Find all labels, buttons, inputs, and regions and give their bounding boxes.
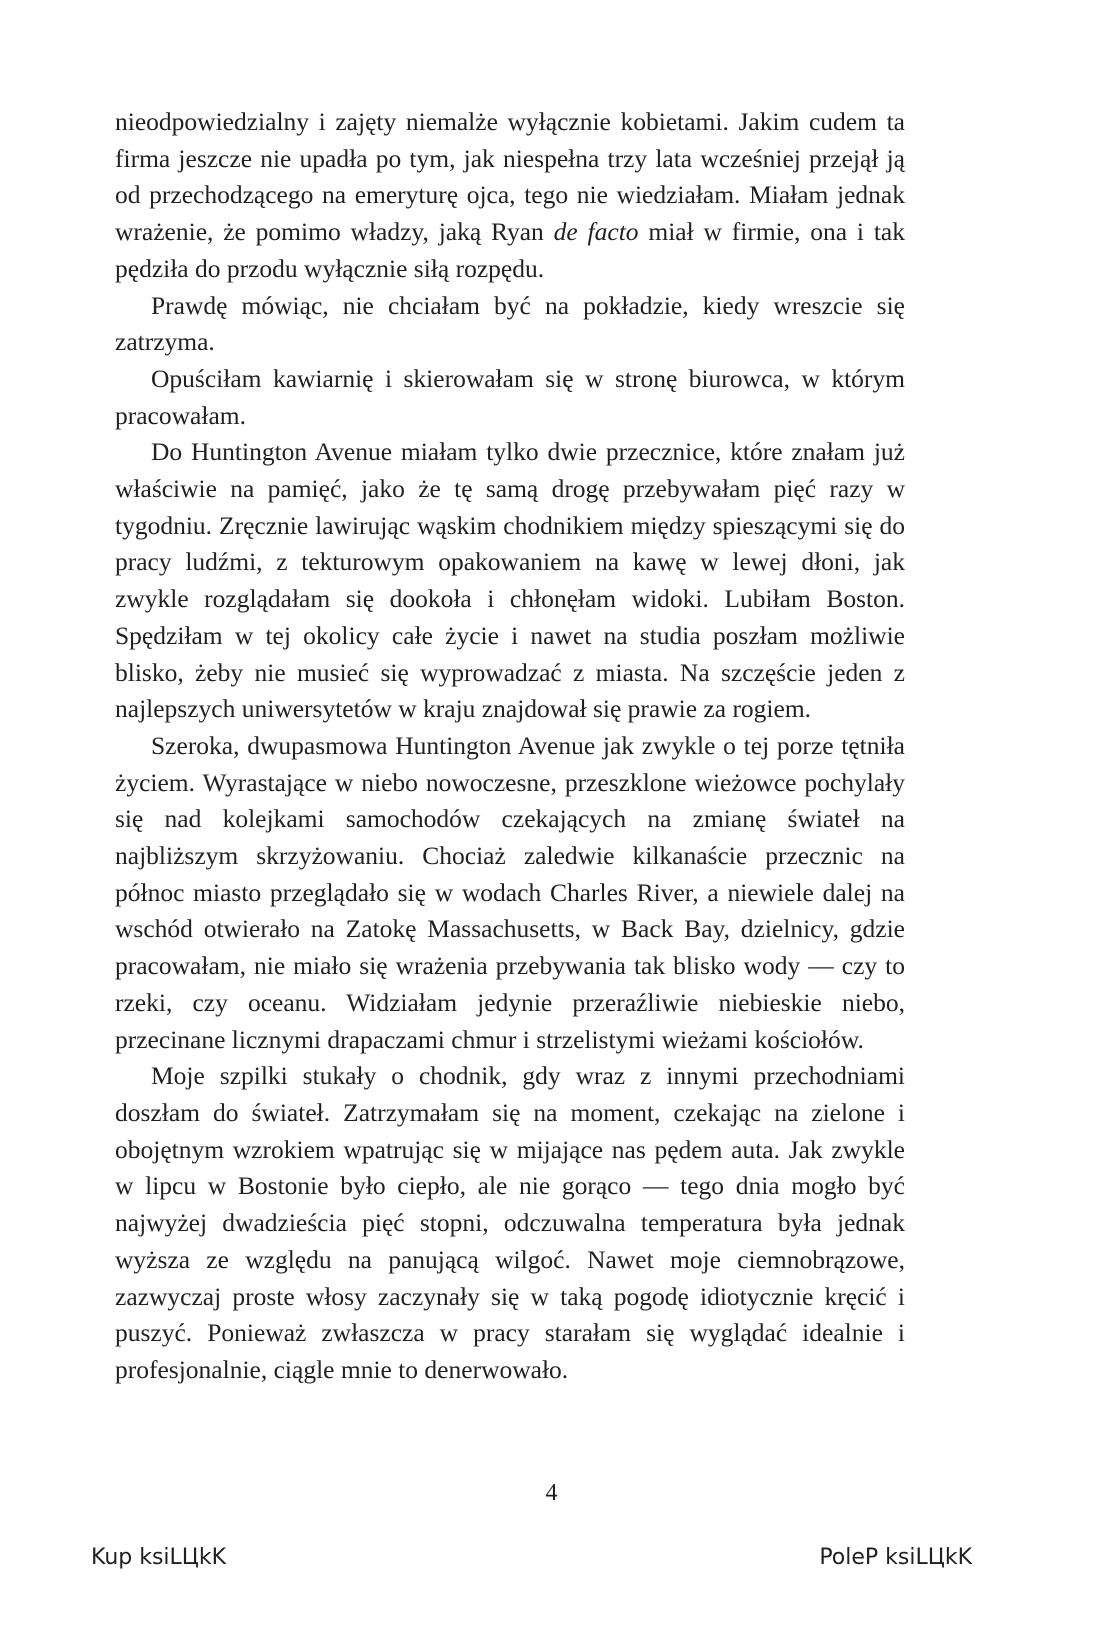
paragraph-6-text: Moje szpilki stukały o chodnik, gdy wraz z innymi przechodniami doszłam do świateł. Zatrzymałam się na moment, czekając na zielone i obojętnym wzrokiem wpatrując się w mijające nas pędem auta. Jak zwykle w lipcu w Bostonie było ciepło, ale nie gorąco — tego dnia mogło być najwyżej dwadzieścia pięć stopni, odczuwalna temperatura była jednak wyższa ze względu na panującą wilgoć. Nawet moje ciemnobrązowe, zazwyczaj proste włosy zaczynały się w taką pogodę idiotycznie kręcić i puszyć. Ponieważ zwłaszcza w pracy starałam się wyglądać idealnie i profesjonalnie, ciągle mnie to denerwowało. [115, 1061, 905, 1384]
paragraph-2 [115, 288, 905, 361]
book-text [115, 104, 905, 1389]
paragraph-4-text: Do Huntington Avenue miałam tylko dwie przecznice, które znałam już właściwie na pamięć, jako że tę samą drogę przebywałam pięć razy w tygodniu. Zręcznie lawirując wąskim chodnikiem między spieszącymi się do pracy ludźmi, z tekturowym opakowaniem na kawę w lewej dłoni, jak zwykle rozglądałam się dookoła i chłonęłam widoki. Lubiłam Boston. Spędziłam w tej okolicy całe życie i nawet na studia poszłam możliwie blisko, żeby nie musieć się wyprowadzać z miasta. Na szczęście jeden z najlepszych uniwersytetów w kraju znajdował się prawie za rogiem. [115, 437, 905, 724]
paragraph-6 [115, 1058, 905, 1388]
recommend-book-link[interactable]: PoleP ksiLЦkK [819, 1545, 972, 1570]
paragraph-4 [115, 434, 905, 728]
paragraph-1-text-b: miał w firmie, ona i tak pędziła do przodu wyłącznie siłą rozpędu. [115, 217, 905, 283]
buy-book-link[interactable]: Kup ksiLЦkK [91, 1545, 227, 1570]
paragraph-5 [115, 728, 905, 1058]
paragraph-1 [115, 104, 905, 288]
paragraph-1-text-a: nieodpowiedzialny i zajęty niemalże wyłącznie kobietami. Jakim cudem ta firma jeszcze nie upadła po tym, jak niespełna trzy lata wcześniej przejął ją od przechodzącego na emeryturę ojca, tego nie wiedziałam. Miałam jednak wrażenie, że pomimo władzy, jaką Ryan [115, 107, 905, 247]
paragraph-1-italic-phrase: de facto [553, 217, 639, 247]
paragraph-3 [115, 361, 905, 434]
paragraph-5-text: Szeroka, dwupasmowa Huntington Avenue jak zwykle o tej porze tętniła życiem. Wyrastające w niebo nowoczesne, przeszklone wieżowce pochylały się nad kolejkami samochodów czekających na zmianę świateł na najbliższym skrzyżowaniu. Chociaż zaledwie kilkanaście przecznic na północ miasto przeglądało się w wodach Charles River, a niewiele dalej na wschód otwierało na Zatokę Massachusetts, w Back Bay, dzielnicy, gdzie pracowałam, nie miało się wrażenia przebywania tak blisko wody — czy to rzeki, czy oceanu. Widziałam jedynie przeraźliwie niebieskie niebo, przecinane licznymi drapaczami chmur i strzelistymi wieżami kościołów. [115, 730, 905, 1054]
paragraph-2-text: Prawdę mówiąc, nie chciałam być na pokładzie, kiedy wreszcie się zatrzyma. [115, 290, 905, 357]
page-number: 4 [545, 1480, 558, 1506]
paragraph-3-text: Opuściłam kawiarnię i skierowałam się w stronę biurowca, w którym pracowałam. [115, 363, 905, 430]
